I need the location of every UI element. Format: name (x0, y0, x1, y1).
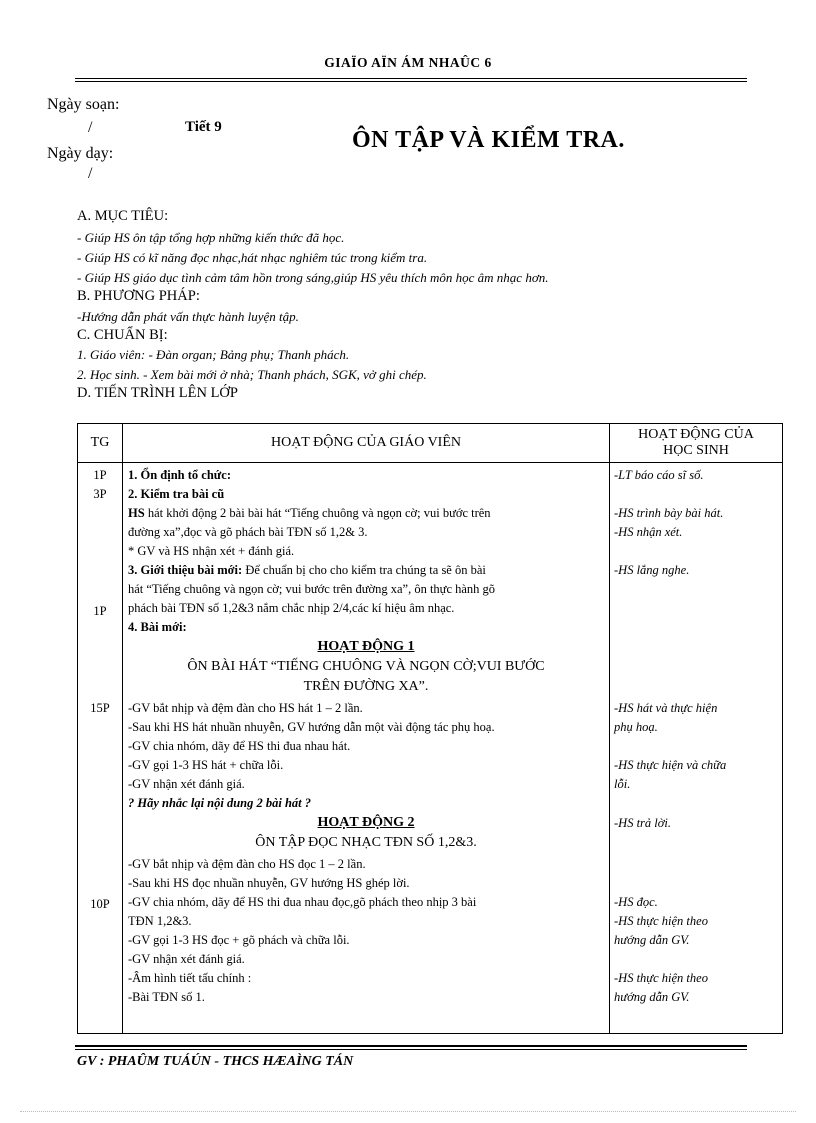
footer-rule (75, 1049, 747, 1050)
hs-line: hướng dẫn GV. (614, 990, 690, 1004)
gv-line: 2. Kiểm tra bài cũ (128, 487, 225, 501)
hs-line: hướng dẫn GV. (614, 933, 690, 947)
section-c-item: 1. Giáo viên: - Đàn organ; Bảng phụ; Thanh phách. (77, 347, 350, 362)
page-bottom-dotted-line (20, 1111, 796, 1112)
hs-line: -HS thực hiện theo (614, 914, 708, 928)
hs-line: -HS thực hiện và chữa (614, 758, 727, 772)
section-b-title: B. PHƯƠNG PHÁP: (77, 288, 200, 304)
table-body-row (78, 463, 783, 1034)
gv-line: đường xa”,đọc và gõ phách bài TĐN số 1,2& 3. (128, 525, 368, 539)
gv-line: -Âm hình tiết tấu chính : (128, 971, 252, 985)
gv-question: ? Hãy nhắc lại nội dung 2 bài hát ? (128, 796, 312, 810)
footer-rule (75, 1045, 747, 1047)
gv-line: hát “Tiếng chuông và ngọn cờ; vui bước trên đường xa”, ôn thực hành gõ (128, 582, 496, 596)
lesson-plan-table (77, 423, 783, 1034)
ngay-soan-label: Ngày soạn: (47, 96, 120, 113)
activity-1-subtitle: TRÊN ĐƯỜNG XA”. (303, 679, 429, 694)
hs-line: -HS đọc. (614, 895, 658, 909)
tg-time: 10P (90, 897, 110, 911)
tg-time: 1P (93, 604, 107, 618)
gv-line (128, 504, 604, 522)
ngay-day-slash: / (88, 165, 93, 182)
lesson-number: Tiết 9 (185, 119, 222, 135)
gv-line: -GV bắt nhịp và đệm đàn cho HS hát 1 – 2 lần. (128, 701, 363, 715)
header-tg: TG (78, 424, 123, 463)
gv-line: -Sau khi HS đọc nhuần nhuyễn, GV hướng HS ghép lời. (128, 876, 410, 890)
gv-line: * GV và HS nhận xét + đánh giá. (128, 544, 295, 558)
gv-line: -GV chia nhóm, dãy để HS thi đua nhau hát. (128, 739, 351, 753)
gv-line: -Bài TĐN số 1. (128, 990, 205, 1004)
ngay-day-label: Ngày dạy: (47, 145, 114, 162)
activity-2-subtitle: ÔN TẬP ĐỌC NHẠC TĐN SỐ 1,2&3. (255, 835, 477, 850)
page-header-title: GIAÏO AÏN ÁM NHAÛC 6 (324, 55, 492, 70)
header-student (610, 424, 783, 463)
teacher-column (123, 463, 610, 1034)
hs-line: -HS trình bày bài hát. (614, 506, 724, 520)
section-a-title: A. MỤC TIÊU: (77, 208, 169, 224)
hs-line: -HS nhận xét. (614, 525, 683, 539)
section-a-item: - Giúp HS có kĩ năng đọc nhạc,hát nhạc nghiêm túc trong kiểm tra. (77, 250, 428, 265)
gv-line: -GV gọi 1-3 HS hát + chữa lỗi. (128, 758, 284, 772)
gv-line: -GV bắt nhịp và đệm đàn cho HS đọc 1 – 2 lần. (128, 857, 366, 871)
gv-line: -GV gọi 1-3 HS đọc + gõ phách và chữa lỗi. (128, 933, 350, 947)
hs-line: phụ hoạ. (614, 720, 658, 734)
gv-line: phách bài TĐN số 1,2&3 nắm chắc nhịp 2/4,các kí hiệu âm nhạc. (128, 601, 455, 615)
gv-line: 1. Ổn định tổ chức: (128, 468, 232, 482)
gv-text: hát khởi động 2 bài bài hát “Tiếng chuông và ngọn cờ; vui bước trên (144, 506, 491, 520)
header-student-line2: HỌC SINH (663, 443, 729, 458)
header-student-line1: HOẠT ĐỘNG CỦA (638, 427, 754, 442)
student-column (610, 463, 783, 1034)
activity-2-title: HOẠT ĐỘNG 2 (317, 815, 415, 830)
tg-time: 3P (93, 487, 107, 501)
hs-line: -HS trả lời. (614, 816, 672, 830)
gv-line: 4. Bài mới: (128, 620, 187, 634)
gv-line (128, 561, 604, 579)
section-a-item: - Giúp HS giáo dục tình cảm tâm hồn trong sáng,giúp HS yêu thích môn học âm nhạc hơn. (77, 270, 549, 285)
header-rule (75, 78, 747, 82)
gv-line: -GV nhận xét đánh giá. (128, 952, 245, 966)
tg-time: 15P (90, 701, 110, 715)
hs-line: -HS hát và thực hiện (614, 701, 718, 715)
gv-line: -Sau khi HS hát nhuần nhuyễn, GV hướng dẫn một vài động tác phụ hoạ. (128, 720, 495, 734)
header-teacher: HOẠT ĐỘNG CỦA GIÁO VIÊN (123, 424, 610, 463)
section-d-title: D. TIẾN TRÌNH LÊN LỚP (77, 385, 238, 401)
hs-line: lỗi. (614, 777, 631, 791)
hs-line: -LT báo cáo sĩ số. (614, 468, 704, 482)
hs-line: -HS lắng nghe. (614, 563, 690, 577)
lesson-title: ÔN TẬP VÀ KIỂM TRA. (352, 127, 625, 153)
section-a-item: - Giúp HS ôn tập tổng hợp những kiến thức đã học. (77, 230, 345, 245)
activity-1-title: HOẠT ĐỘNG 1 (317, 639, 415, 654)
ngay-soan-slash: / (88, 119, 93, 136)
hs-line: -HS thực hiện theo (614, 971, 708, 985)
section-b-item: -Hướng dẫn phát vấn thực hành luyện tập. (77, 309, 299, 324)
gv-bold-intro: 3. Giới thiệu bài mới: (128, 563, 243, 577)
tg-column (78, 463, 123, 1034)
gv-line: -GV chia nhóm, dãy để HS thi đua nhau đọc,gõ phách theo nhịp 3 bài (128, 895, 477, 909)
gv-text: Để chuẩn bị cho cho kiểm tra chúng ta sẽ ôn bài (242, 563, 486, 577)
footer-author: GV : PHAÛM TUÁÚN - THCS HÆAÌNG TÁN (77, 1054, 354, 1069)
section-c-item: 2. Học sinh. - Xem bài mới ở nhà; Thanh phách, SGK, vở ghi chép. (77, 367, 427, 382)
gv-line: -GV nhận xét đánh giá. (128, 777, 245, 791)
activity-1-subtitle: ÔN BÀI HÁT “TIẾNG CHUÔNG VÀ NGỌN CỜ;VUI BƯỚC (187, 659, 545, 674)
section-c-title: C. CHUẨN BỊ: (77, 327, 168, 343)
table-header-row (78, 424, 783, 463)
tg-time: 1P (93, 468, 107, 482)
gv-line: TĐN 1,2&3. (128, 914, 192, 928)
gv-bold-hs: HS (128, 506, 145, 520)
